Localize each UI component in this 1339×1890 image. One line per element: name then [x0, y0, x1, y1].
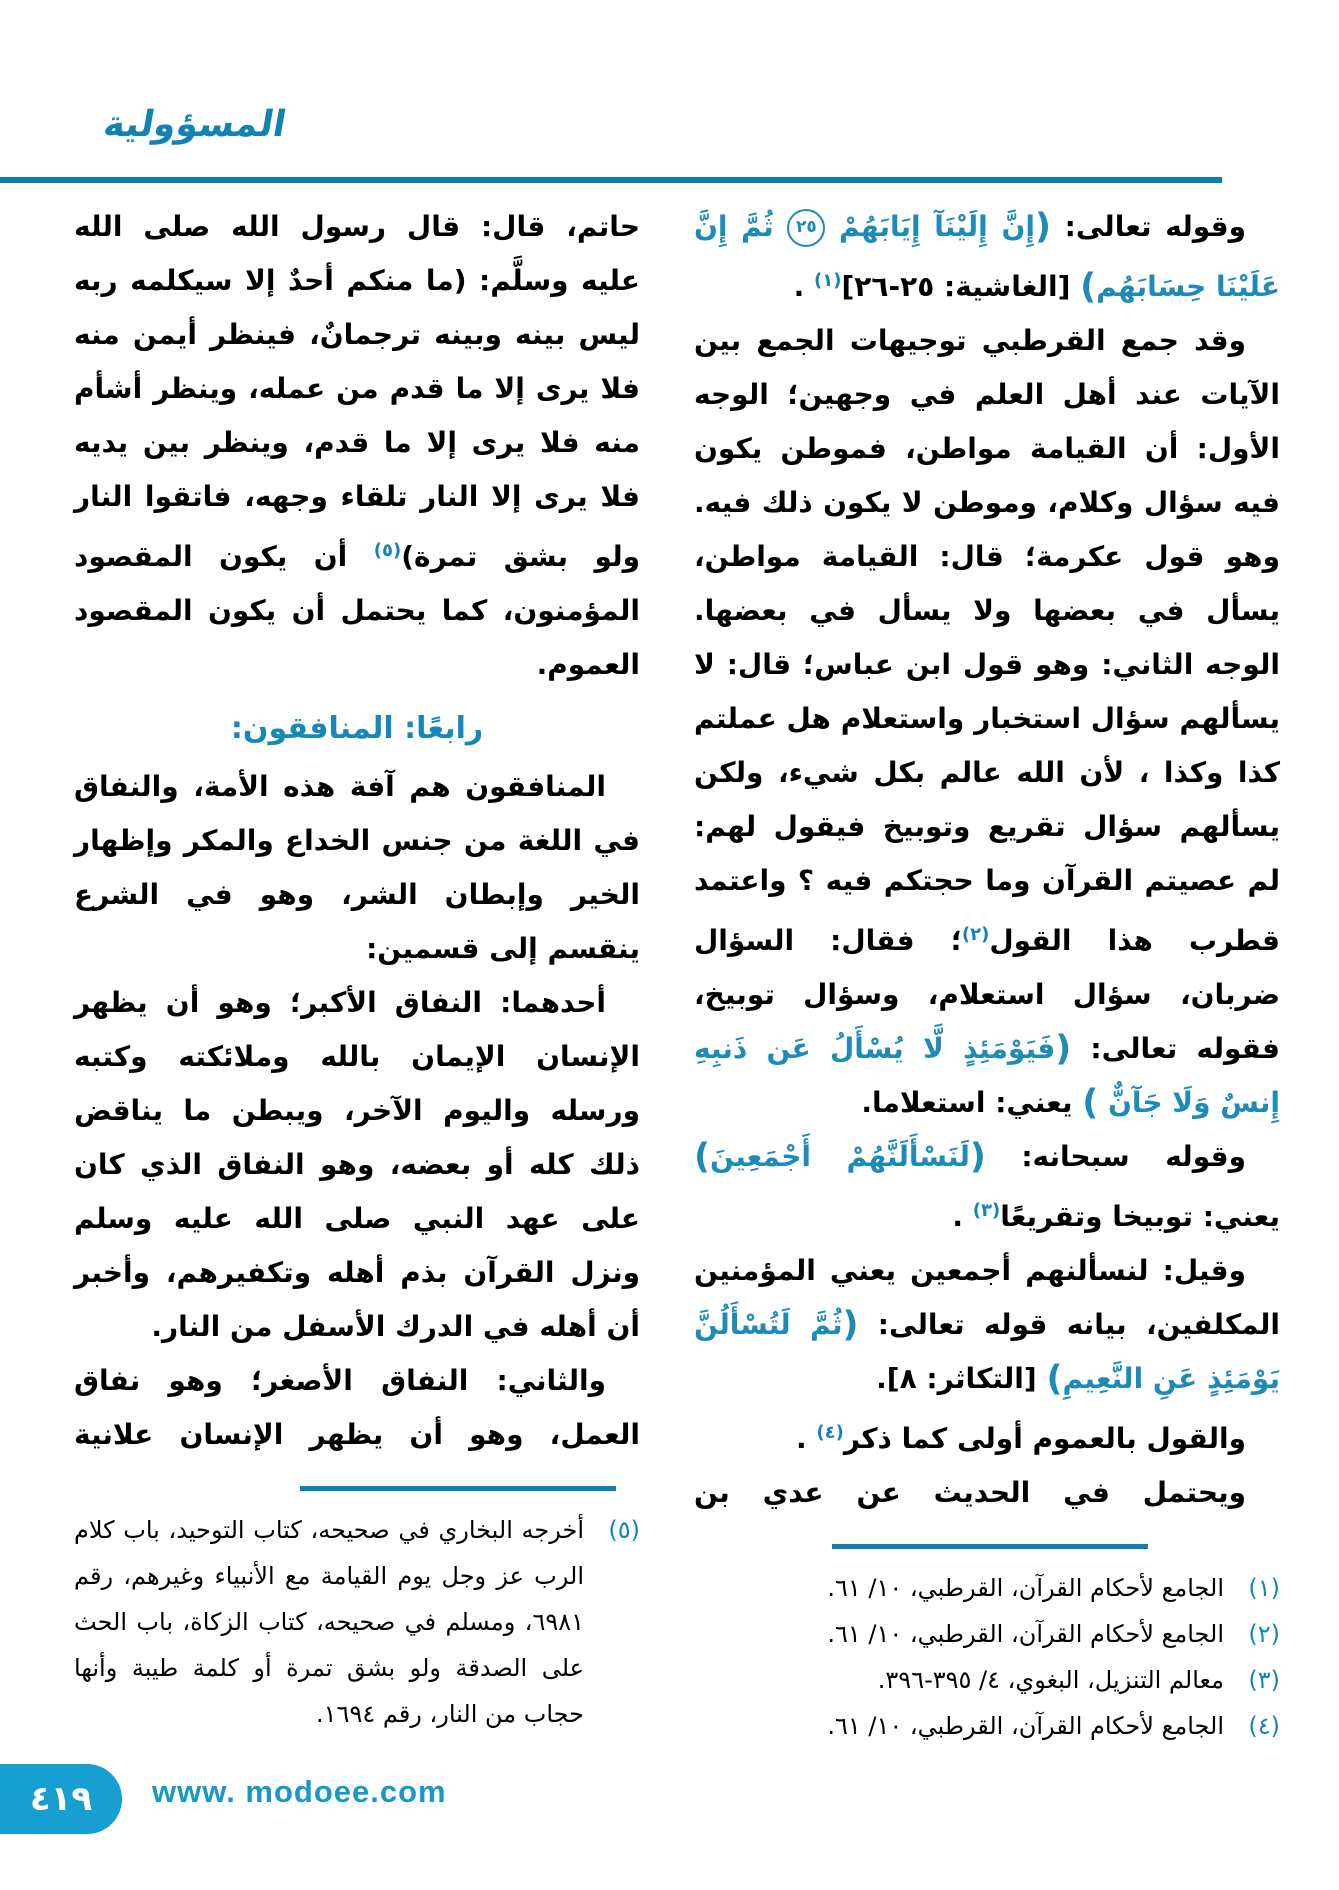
body-text: المنافقون هم آفة هذه الأمة، والنفاق في اللغة من جنس الخداع والمكر وإظهار الخير وإبطان الشر، وهو في الشرع ينقسم إلى قسمين:	[74, 770, 640, 965]
body-text: حاتم، قال: قال رسول الله صلى الله عليه وسلَّم: (ما منكم أحدٌ إلا سيكلمه ربه ليس بينه وبينه ترجمانٌ، فينظر أيمن منه فلا يرى إلا ما قدم من عمله، وينظر أشأم منه فلا يرى إلا ما قدم، وينظر بين يديه فلا يرى إلا النار تلقاء وجهه، فاتقوا النار ولو بشق تمرة)	[74, 210, 640, 573]
body-text: .	[795, 1422, 817, 1455]
paragraph	[694, 200, 1280, 314]
footnote-number: (٢)	[1248, 1620, 1280, 1648]
body-text: يعني: استعلاما.	[861, 1086, 1083, 1119]
body-text: [التكاثر: ٨].	[876, 1362, 1047, 1395]
body-text: وقوله تعالى:	[1050, 210, 1246, 243]
quran-close-bracket: )	[1080, 267, 1097, 307]
page-number: ٤١٩	[29, 1779, 93, 1819]
paragraph	[694, 1466, 1280, 1520]
footnote-number: (٥)	[608, 1516, 640, 1544]
footnote-ref: (٤)	[816, 1422, 844, 1443]
paragraph	[694, 314, 1280, 1130]
footnote-text: معالم التنزيل، البغوي، ٤/ ٣٩٥-٣٩٦.	[877, 1666, 1224, 1694]
book-title-logo: المسؤولية	[100, 104, 290, 145]
body-text: ؛ فقال: السؤال ضربان، سؤال استعلام، وسؤال توبيخ، فقوله تعالى:	[694, 924, 1281, 1065]
quran-open-bracket: (	[842, 1305, 859, 1345]
quran-verse: ثُمَّ إِنَّ عَلَيْنَا حِسَابَهُم)	[694, 210, 1280, 307]
footnote-ref: (١)	[814, 270, 842, 291]
section-heading: رابعًا: المنافقون:	[230, 711, 484, 746]
quran-verse: (إِنَّ إِلَيْنَآ إِيَابَهُمْ	[825, 207, 1051, 247]
body-text: يعني: توبيخا وتقريعًا	[1000, 1200, 1280, 1233]
header-rule	[0, 177, 1222, 183]
footnote-item	[694, 1703, 1280, 1749]
footnote-ref: (٣)	[972, 1200, 1001, 1221]
footnote-item	[694, 1565, 1280, 1611]
body-text: وقيل: لنسألنهم أجمعين يعني المؤمنين المكلفين، بيانه قوله تعالى:	[694, 1254, 1280, 1341]
quran-open-bracket: (	[1055, 1029, 1072, 1069]
footnote-text: أخرجه البخاري في صحيحه، كتاب التوحيد، باب كلام الرب عز وجل يوم القيامة مع الأنبياء وغيرهم، رقم ٦٩٨١، ومسلم في صحيحه، كتاب الزكاة، باب الحث على الصدقة ولو بشق تمرة أو كلمة طيبة وأنها حجاب من النار، رقم ١٦٩٤.	[74, 1516, 584, 1728]
body-text: أن يكون المقصود المؤمنون، كما يحتمل أن يكون المقصود العموم.	[74, 540, 640, 681]
quran-open-bracket: (	[1034, 207, 1051, 247]
footnote-ref: (٢)	[961, 924, 990, 945]
body-text: .	[793, 270, 815, 303]
column-left	[74, 200, 640, 1737]
body-text: وقد جمع القرطبي توجيهات الجمع بين الآيات عند أهل العلم في وجهين؛ الوجه الأول: أن القيامة مواطن، فموطن يكون فيه سؤال وكلام، وموطن لا يكون ذلك فيه. وهو قول عكرمة؛ قال: القيامة مواطن، يسأل في بعضها ولا يسأل في بعضها. الوجه الثاني: وهو قول ابن عباس؛ قال: لا يسألهم سؤال استخبار واستعلام هل عملتم كذا وكذا ، لأن الله عالم بكل شيء، ولكن يسألهم سؤال تقريع وتوبيخ فيقول لهم: لم عصيتم القرآن وما حجتكم فيه ؟ واعتمد قطرب هذا القول	[694, 324, 1280, 957]
quran-close-bracket: )	[1046, 1359, 1063, 1399]
column-right	[694, 200, 1280, 1749]
paragraph	[694, 1406, 1280, 1466]
paragraph	[694, 1244, 1280, 1406]
footnote-item	[694, 1657, 1280, 1703]
footnote-item	[694, 1611, 1280, 1657]
footnote-number: (٣)	[1248, 1666, 1280, 1694]
footnote-text: الجامع لأحكام القرآن، القرطبي، ١٠/ ٦١.	[827, 1574, 1224, 1602]
footnote-separator	[300, 1486, 616, 1491]
footnote-separator	[832, 1544, 1148, 1549]
body-text: والقول بالعموم أولى كما ذكر	[843, 1422, 1246, 1455]
footnote-text: الجامع لأحكام القرآن، القرطبي، ١٠/ ٦١.	[827, 1712, 1224, 1740]
paragraph	[74, 200, 640, 692]
body-text: ويحتمل في الحديث عن عدي بن	[694, 1476, 1246, 1509]
paragraph	[74, 1354, 640, 1462]
body-text: .	[952, 1200, 973, 1233]
quran-verse: (فَيَوْمَئِذٍ لَّا يُسْأَلُ عَن ذَنبِهِ إِنسٌ وَلَا جَآنٌّ )	[694, 1029, 1280, 1123]
body-text: وقوله سبحانه:	[985, 1140, 1246, 1173]
body-text: [الغاشية: ٢٥-٢٦]	[841, 270, 1081, 303]
footnote-number: (٤)	[1248, 1712, 1280, 1740]
paragraph	[74, 760, 640, 976]
footnote-number: (١)	[1248, 1574, 1280, 1602]
quran-open-bracket: (	[969, 1137, 986, 1177]
ayah-number-medallion: ٢٥	[787, 209, 825, 247]
website-url: www. modoee.com	[152, 1774, 447, 1809]
paragraph	[74, 976, 640, 1354]
quran-close-bracket: )	[694, 1137, 710, 1177]
quran-verse: (ثُمَّ لَتُسْأَلُنَّ يَوْمَئِذٍ عَنِ النَّعِيمِ)	[694, 1305, 1280, 1399]
paragraph	[694, 1130, 1280, 1244]
body-text: أحدهما: النفاق الأكبر؛ وهو أن يظهر الإنسان الإيمان بالله وملائكته وكتبه ورسله واليوم الآخر، ويبطن ما يناقض ذلك كله أو بعضه، وهو النفاق الذي كان على عهد النبي صلى الله عليه وسلم ونزل القرآن بذم أهله وتكفيرهم، وأخبر أن أهله في الدرك الأسفل من النار.	[74, 986, 640, 1343]
footnotes-block	[694, 1544, 1280, 1749]
quran-close-bracket: )	[1082, 1083, 1099, 1123]
footnotes-block	[74, 1486, 640, 1737]
footnote-ref: (٥)	[373, 540, 402, 561]
quran-verse: (لَنَسْأَلَنَّهُمْ أَجْمَعِينَ)	[694, 1137, 986, 1177]
footnote-item	[74, 1507, 640, 1737]
body-text: والثاني: النفاق الأصغر؛ وهو نفاق العمل، وهو أن يظهر الإنسان علانية	[74, 1364, 640, 1451]
footnote-text: الجامع لأحكام القرآن، القرطبي، ١٠/ ٦١.	[827, 1620, 1224, 1648]
page-number-badge	[0, 1764, 122, 1834]
